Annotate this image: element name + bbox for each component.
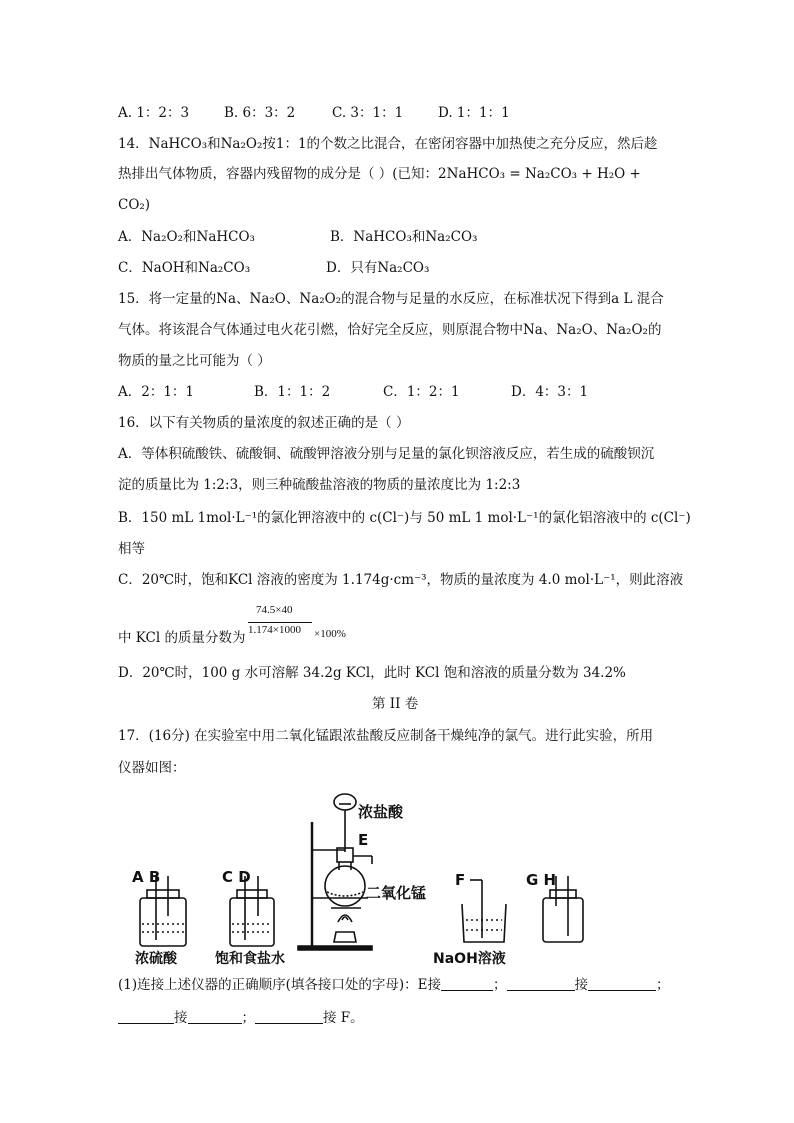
answer-blank-1[interactable] — [441, 976, 493, 991]
section-title: 第 II 卷 — [372, 696, 419, 712]
q17-line-1: 17．(16分) 在实验室中用二氧化锰跟浓盐酸反应制备干燥纯净的氯气。进行此实验，所用 — [118, 728, 654, 744]
separator-1: ； — [493, 977, 507, 993]
sub1-end: 接 F。 — [323, 1010, 364, 1026]
sub1-prefix: (1)连接上述仪器的正确顺序(填各接口处的字母)：E接 — [118, 977, 442, 993]
q17-line-2: 仪器如图： — [118, 760, 186, 776]
label-ab: A B — [132, 868, 161, 886]
q15-option-d: D．4：3：1 — [511, 384, 589, 400]
label-gh: G H — [526, 871, 557, 889]
q16-option-a-line-1: A．等体积硫酸铁、硫酸铜、硫酸钾溶液分别与足量的氯化钡溶液反应，若生成的硫酸钡沉 — [118, 446, 655, 462]
wash-bottle-cd — [215, 868, 285, 967]
label-e: E — [358, 831, 369, 849]
q13-option-a: A. 1：2：3 — [118, 105, 190, 121]
label-f: F — [455, 871, 466, 889]
q13-option-c: C. 3：1：1 — [332, 105, 404, 121]
q14-option-c: C．NaOH和Na₂CO₃ — [118, 260, 251, 276]
sub1-line-2 — [118, 1008, 364, 1028]
apparatus-diagram — [0, 790, 794, 970]
label-mno2: 二氧化锰 — [366, 884, 427, 902]
fraction-multiplier: ×100% — [314, 628, 346, 640]
q15-option-b: B．1：1：2 — [254, 384, 331, 400]
label-conc-hcl: 浓盐酸 — [358, 803, 404, 821]
q13-option-b: B. 6：3：2 — [224, 105, 296, 121]
chlorine-generator — [298, 794, 426, 950]
q15-option-a: A．2：1：1 — [118, 384, 195, 400]
q16-option-b-line-2: 相等 — [118, 541, 145, 557]
q15-line-3: 物质的量之比可能为（ ） — [118, 353, 271, 369]
answer-blank-3[interactable] — [588, 976, 656, 991]
separator-2: ； — [656, 977, 670, 993]
q14-options-row-1 — [118, 227, 477, 247]
q15-line-2: 气体。将该混合气体通过电火花引燃，恰好完全反应，则原混合物中Na、Na₂O、Na₂O₂的 — [118, 322, 662, 338]
q14-option-b: B．NaHCO₃和Na₂CO₃ — [330, 229, 478, 245]
q16-option-a-line-2: 淀的质量比为 1:2:3，则三种硫酸盐溶液的物质的量浓度比为 1:2:3 — [118, 477, 521, 493]
collection-bottle-gh — [526, 871, 583, 942]
answer-blank-2[interactable] — [507, 976, 575, 991]
q16-option-c-line-1: C．20℃时，饱和KCl 溶液的密度为 1.174g·cm⁻³，物质的量浓度为 4.0 mol·L⁻¹，则此溶液 — [118, 572, 684, 588]
fraction-numerator: 74.5×40 — [256, 604, 293, 616]
q15-options — [118, 382, 588, 402]
q14-option-d: D．只有Na₂CO₃ — [326, 260, 430, 276]
q14-option-a: A．Na₂O₂和NaHCO₃ — [118, 229, 255, 245]
q16-option-c-line-2: 中 KCl 的质量分数为 — [118, 630, 246, 646]
q16-option-d: D．20℃时，100 g 水可溶解 34.2g KCl，此时 KCl 饱和溶液的质量分数为 34.2% — [118, 665, 626, 681]
q15-option-c: C．1：2：1 — [383, 384, 460, 400]
q13-options — [118, 103, 510, 123]
q15-line-1: 15．将一定量的Na、Na₂O、Na₂O₂的混合物与足量的水反应，在标准状况下得到a L 混合 — [118, 291, 664, 307]
wash-bottle-ab — [132, 868, 186, 967]
q14-line-1: 14．NaHCO₃和Na₂O₂按1：1的个数之比混合，在密闭容器中加热使之充分反应，然后趁 — [118, 136, 658, 152]
answer-blank-5[interactable] — [188, 1009, 242, 1024]
absorption-beaker-f — [433, 871, 506, 967]
connector-1: 接 — [574, 977, 589, 993]
separator-3: ； — [241, 1010, 255, 1026]
q14-line-3: CO₂) — [118, 197, 151, 213]
q16-option-b-line-1: B．150 mL 1mol·L⁻¹的氯化钾溶液中的 c(Cl⁻)与 50 mL 1 mol·L⁻¹的氯化铝溶液中的 c(Cl⁻) — [118, 510, 691, 526]
answer-blank-6[interactable] — [255, 1009, 323, 1024]
q14-options-row-2 — [118, 258, 429, 278]
fraction-denominator: 1.174×1000 — [248, 624, 301, 636]
fraction-bar — [248, 622, 312, 623]
label-conc-h2so4: 浓硫酸 — [135, 951, 177, 967]
q14-line-2: 热排出气体物质，容器内残留物的成分是（ ）(已知：2NaHCO₃ = Na₂CO₃ + H₂O + — [118, 166, 641, 182]
sub1-line-1 — [118, 975, 670, 995]
label-naoh: NaOH溶液 — [433, 951, 506, 967]
label-sat-nacl: 饱和食盐水 — [215, 951, 285, 967]
answer-blank-4[interactable] — [118, 1009, 174, 1024]
q16-stem: 16．以下有关物质的量浓度的叙述正确的是（ ） — [118, 415, 410, 431]
label-cd: C D — [222, 868, 251, 886]
connector-2: 接 — [174, 1010, 188, 1026]
q13-option-d: D. 1：1：1 — [438, 105, 510, 121]
